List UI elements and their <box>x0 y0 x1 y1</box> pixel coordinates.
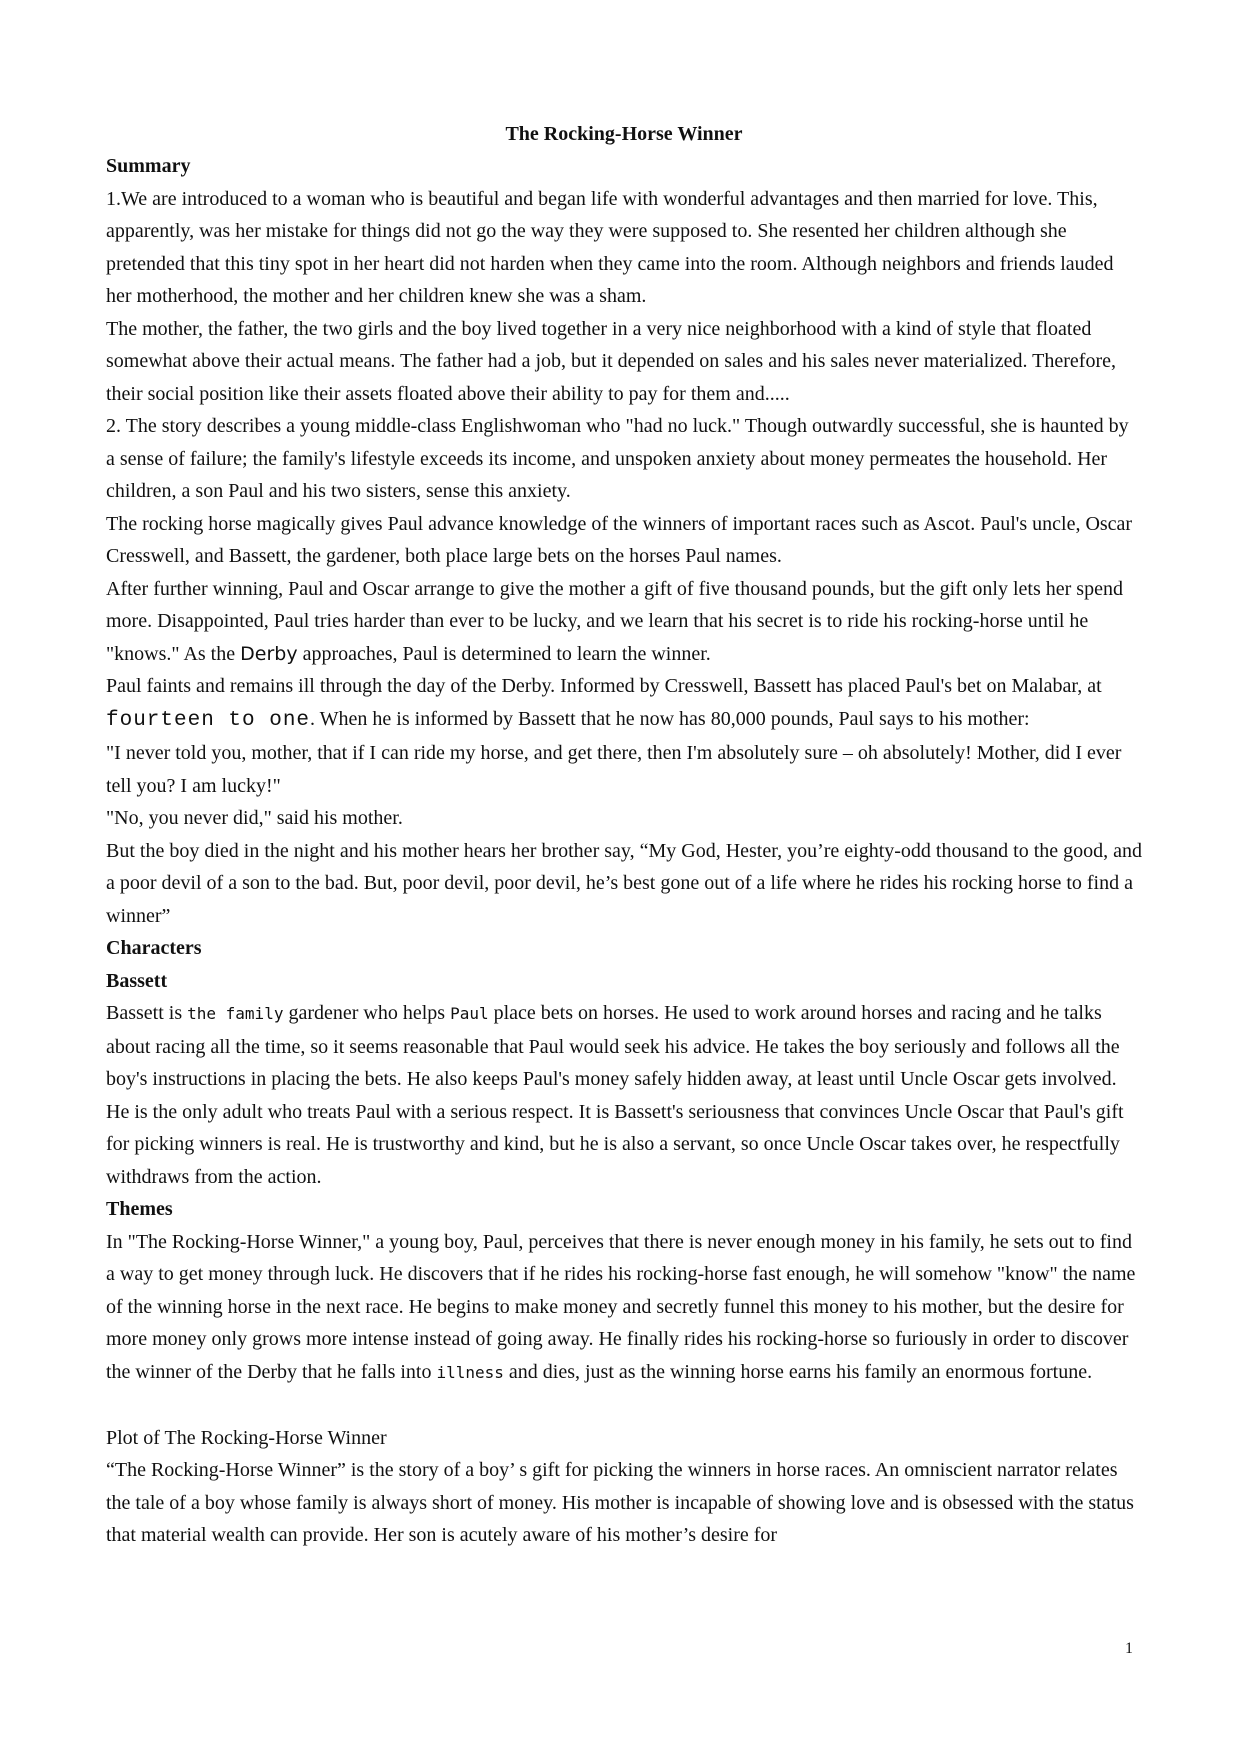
bassett-heading: Bassett <box>106 969 168 992</box>
bassett-paragraph <box>106 997 1142 1193</box>
bassett-paragraph-end: place bets on horses. He used to work around horses and racing and he talks about racing all the time, so it seems reasonable that Paul would seek his advice. He takes the boy seriously and follows all the boy's instructions in placing the bets. He also keeps Paul's money safely hidden away, at least until Uncle Oscar gets involved. He is the only adult who treats Paul with a serious respect. It is Bassett's seriousness that convinces Uncle Oscar that Paul's gift for picking winners is real. He is trustworthy and kind, but he is also a servant, so once Uncle Oscar takes over, he respectfully withdraws from the action. <box>106 1002 1124 1188</box>
summary-paragraph-5-start: After further winning, Paul and Oscar arrange to give the mother a gift of five thousand pounds, but the gift only lets her spend more. Disappointed, Paul tries harder than ever to be lucky, and we learn that his secret is to ride his rocking-horse until he "knows." As the <box>106 577 1123 665</box>
summary-paragraph-2: The mother, the father, the two girls and the boy lived together in a very nice neighborhood with a kind of style that floated somewhat above their actual means. The father had a job, but it depended on sales and his sales never materialized. Therefore, their social position like their assets floated above their ability to pay for them and..... <box>106 317 1116 405</box>
summary-paragraph-8: "No, you never did," said his mother. <box>106 807 403 829</box>
summary-paragraph-5-end: approaches, Paul is determined to learn the winner. <box>297 642 711 665</box>
page-number: 1 <box>1125 1640 1133 1657</box>
bassett-paragraph-mid: gardener who helps <box>283 1002 451 1024</box>
themes-paragraph-end: and dies, just as the winning horse earns his family an enormous fortune. <box>503 1360 1093 1383</box>
summary-paragraph-6-start: Paul faints and remains ill through the day of the Derby. Informed by Cresswell, Bassett has placed Paul's bet on Malabar, at <box>106 675 1102 697</box>
plot-heading: Plot of The Rocking-Horse Winner <box>106 1426 387 1449</box>
summary-paragraph-4: The rocking horse magically gives Paul advance knowledge of the winners of important races such as Ascot. Paul's uncle, Oscar Cresswell, and Bassett, the gardener, both place large bets on the horses Paul names. <box>106 512 1133 567</box>
plot-paragraph-1: “The Rocking-Horse Winner” is the story of a boy’ s gift for picking the winners in horse races. An omniscient narrator relates the tale of a boy whose family is always short of money. His mother is incapable of showing love and is obsessed with the status that material wealth can provide. Her son is acutely aware of his mother’s desire for <box>106 1459 1134 1546</box>
illness-text: illness <box>436 1362 504 1382</box>
bassett-paragraph-start: Bassett is <box>106 1002 188 1024</box>
themes-paragraph <box>106 1226 1142 1390</box>
summary-paragraph-5 <box>106 573 1142 671</box>
summary-paragraph-1: 1.We are introduced to a woman who is beautiful and began life with wonderful advantages and then married for love. This, apparently, was her mistake for things did not go the way they were supposed to. She resented her children although she pretended that this tiny spot in her heart did not harden when they came into the room. Although neighbors and friends lauded her motherhood, the mother and her children knew she was a sham. <box>106 187 1114 307</box>
summary-heading: Summary <box>106 155 191 177</box>
document-page <box>106 118 1142 1552</box>
summary-paragraph-7: "I never told you, mother, that if I can ride my horse, and get there, then I'm absolutely sure – oh absolutely! Mother, did I ever tell you? I am lucky!" <box>106 742 1122 797</box>
characters-heading: Characters <box>106 937 202 959</box>
the-family-text: the family <box>187 1004 284 1023</box>
summary-paragraph-6-end: . When he is informed by Bassett that he now has 80,000 pounds, Paul says to his mother: <box>310 707 1030 730</box>
themes-heading: Themes <box>106 1198 173 1220</box>
paul-text: Paul <box>450 1004 489 1023</box>
summary-paragraph-6 <box>106 670 1142 737</box>
summary-paragraph-9: But the boy died in the night and his mother hears her brother say, “My God, Hester, you’re eighty-odd thousand to the good, and a poor devil of a son to the bad. But, poor devil, poor devil, he’s best gone out of a life where he rides his rocking horse to find a winner” <box>106 839 1143 927</box>
themes-paragraph-start: In "The Rocking-Horse Winner," a young boy, Paul, perceives that there is never enough money in his family, he sets out to find a way to get money through luck. He discovers that if he rides his rocking-horse fast enough, he will somehow "know" the name of the winning horse in the next race. He begins to make money and secretly funnel this money to his mother, but the desire for more money only grows more intense instead of going away. He finally rides his rocking-horse so furiously in order to discover the winner of the Derby that he falls into <box>106 1230 1136 1383</box>
document-title: The Rocking-Horse Winner <box>505 123 743 145</box>
summary-paragraph-3: 2. The story describes a young middle-class Englishwoman who "had no luck." Though outwardly successful, she is haunted by a sense of failure; the family's lifestyle exceeds its income, and unspoken anxiety about money permeates the household. Her children, a son Paul and his two sisters, sense this anxiety. <box>106 415 1129 502</box>
odds-text: fourteen to one <box>106 708 311 732</box>
paragraph-gap <box>106 1389 1142 1422</box>
derby-word: Derby <box>240 642 298 665</box>
